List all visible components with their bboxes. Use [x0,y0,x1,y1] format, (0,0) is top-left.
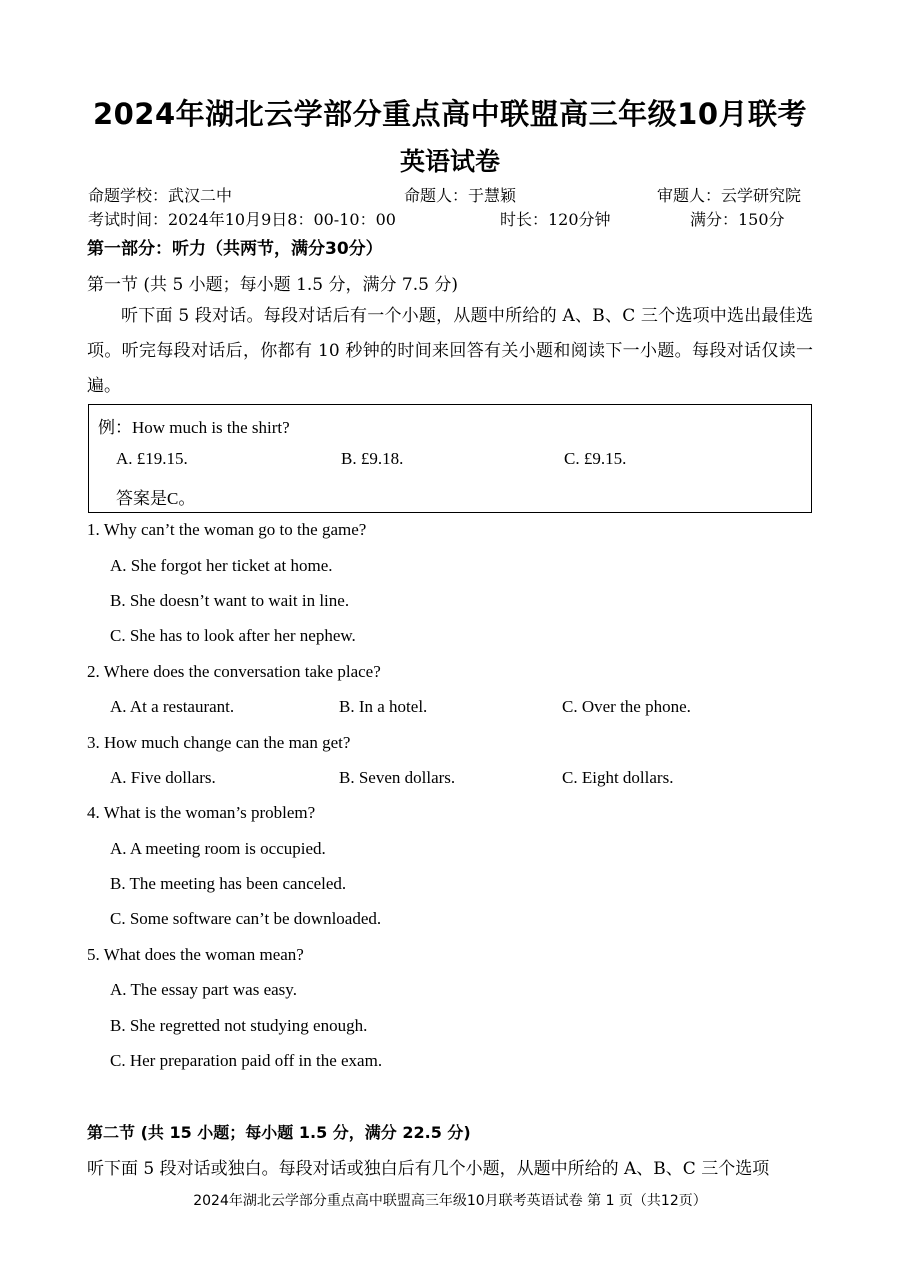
question-2-option-b[interactable]: B. In a hotel. [339,697,428,716]
example-answer: 答案是C。 [116,489,196,508]
question-5-option-b[interactable]: B. She regretted not studying enough. [110,1016,368,1035]
exam-title: 2024年湖北云学部分重点高中联盟高三年级10月联考 [92,97,808,131]
question-1-option-b[interactable]: B. She doesn’t want to wait in line. [110,591,350,610]
example-option-a: A. £19.15. [116,449,188,468]
question-4-stem: 4. What is the woman’s problem? [87,803,316,822]
question-5-stem: 5. What does the woman mean? [87,945,304,964]
meta-duration: 时长：120分钟 [500,210,611,229]
question-1-option-c[interactable]: C. She has to look after her nephew. [110,626,356,645]
question-2-stem: 2. Where does the conversation take place? [87,662,381,681]
section1-heading: 第一节 (共 5 小题；每小题 1.5 分，满分 7.5 分) [87,275,458,295]
meta-author: 命题人：于慧颖 [404,186,517,205]
section2-heading: 第二节 (共 15 小题；每小题 1.5 分，满分 22.5 分) [87,1123,471,1142]
example-question: 例：How much is the shirt? [98,418,290,437]
question-2-option-a[interactable]: A. At a restaurant. [110,697,235,716]
meta-full-score: 满分：150分 [690,210,785,229]
page-footer: 2024年湖北云学部分重点高中联盟高三年级10月联考英语试卷 第 1 页（共12页） [193,1193,707,1209]
meta-reviewer: 审题人：云学研究院 [657,186,802,205]
exam-subtitle: 英语试卷 [399,147,500,176]
question-1-option-a[interactable]: A. She forgot her ticket at home. [110,556,333,575]
section2-instructions: 听下面 5 段对话或独白。每段对话或独白后有几个小题，从题中所给的 A、B、C 三个选项 [87,1159,770,1179]
question-5-option-c[interactable]: C. Her preparation paid off in the exam. [110,1051,383,1070]
question-4-option-b[interactable]: B. The meeting has been canceled. [110,874,347,893]
question-3-option-a[interactable]: A. Five dollars. [110,768,216,787]
section1-instructions-text: 听下面 5 段对话。每段对话后有一个小题，从题中所给的 A、B、C 三个选项中选出最佳选项。听完每段对话后，你都有 10 秒钟的时间来回答有关小题和阅读下一小题。每段对话仅读一遍。 [87,306,813,396]
question-3-stem: 3. How much change can the man get? [87,733,351,752]
meta-exam-time: 考试时间：2024年10月9日8：00-10：00 [88,210,396,229]
question-3-option-c[interactable]: C. Eight dollars. [562,768,674,787]
meta-school: 命题学校：武汉二中 [88,186,233,205]
question-1-stem: 1. Why can’t the woman go to the game? [87,520,367,539]
question-3-option-b[interactable]: B. Seven dollars. [339,768,456,787]
part1-heading: 第一部分：听力（共两节，满分30分） [87,239,383,259]
question-4-option-c[interactable]: C. Some software can’t be downloaded. [110,909,382,928]
question-5-option-a[interactable]: A. The essay part was easy. [110,980,297,999]
example-option-c: C. £9.15. [564,449,627,468]
question-2-option-c[interactable]: C. Over the phone. [562,697,691,716]
example-option-b: B. £9.18. [341,449,404,468]
question-4-option-a[interactable]: A. A meeting room is occupied. [110,839,326,858]
section1-instructions [87,299,813,404]
